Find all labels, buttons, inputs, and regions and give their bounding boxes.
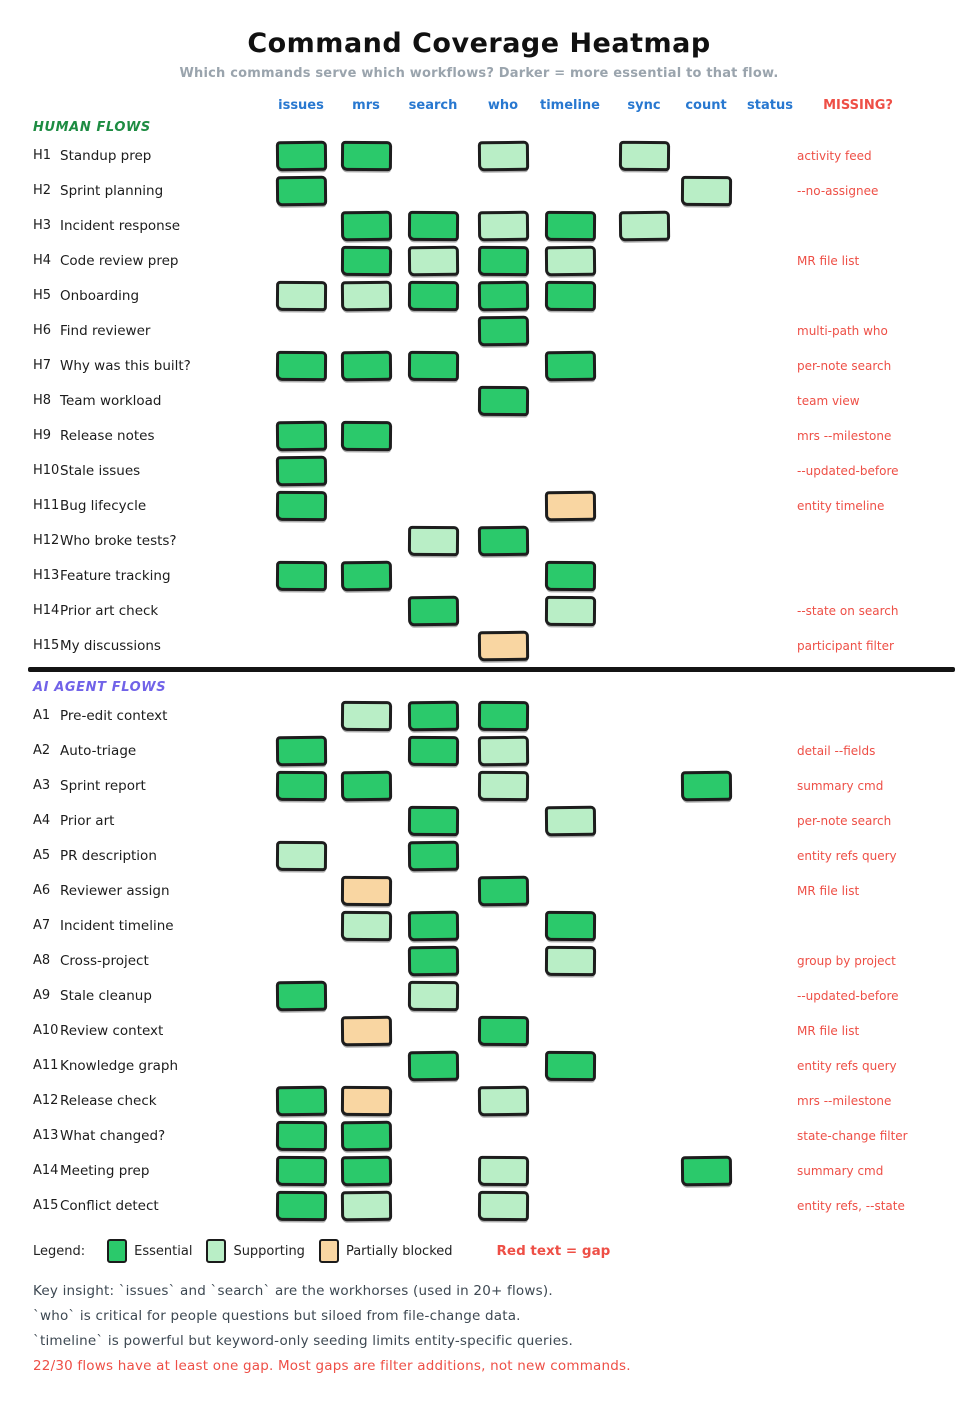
flow-row-id: A8	[33, 953, 51, 968]
flow-row-label: PR description	[60, 847, 157, 864]
heatmap-cell	[407, 596, 458, 627]
missing-gap-text: summary cmd	[797, 778, 884, 793]
missing-gap-text: --updated-before	[797, 988, 899, 1003]
column-header-missing: MISSING?	[823, 98, 893, 113]
flow-row-label: What changed?	[60, 1127, 166, 1144]
heatmap-cell	[680, 176, 731, 206]
legend-item-label: Supporting	[233, 1243, 305, 1259]
flow-row-id: A4	[33, 813, 51, 828]
flow-row-id: A7	[33, 918, 51, 933]
flow-row-label: Feature tracking	[60, 567, 171, 584]
flow-row-label: Why was this built?	[60, 357, 191, 374]
flow-row-label: Incident response	[60, 217, 181, 234]
heatmap-cell	[407, 211, 458, 241]
heatmap-cell	[340, 1191, 391, 1222]
missing-gap-text: detail --fields	[797, 743, 876, 758]
heatmap-cell	[340, 211, 391, 242]
missing-gap-text: entity refs, --state	[797, 1198, 905, 1213]
heatmap-cell	[407, 981, 458, 1011]
heatmap-cell	[407, 701, 458, 732]
flow-row-id: A1	[33, 708, 51, 723]
heatmap-cell	[477, 736, 528, 767]
heatmap-cell	[340, 771, 391, 802]
flow-row-id: A15	[33, 1198, 59, 1213]
missing-gap-text: entity refs query	[797, 1058, 897, 1073]
missing-gap-text: MR file list	[797, 883, 860, 898]
heatmap-cell	[477, 1191, 528, 1221]
heatmap-cell	[340, 1086, 391, 1116]
flow-row-label: Stale issues	[60, 462, 141, 479]
heatmap-cell	[477, 631, 528, 662]
legend-swatch-supporting	[206, 1239, 226, 1263]
heatmap-cell	[340, 246, 391, 276]
legend-item-supporting	[206, 1239, 305, 1263]
flow-row-id: A5	[33, 848, 51, 863]
flow-row-id: H1	[33, 148, 52, 163]
flow-row-label: Bug lifecycle	[60, 497, 147, 514]
flow-row-label: My discussions	[60, 637, 161, 654]
flow-row-id: H10	[33, 463, 60, 478]
flow-row-id: H13	[33, 568, 60, 583]
missing-gap-text: entity timeline	[797, 498, 885, 513]
missing-gap-text: MR file list	[797, 1023, 860, 1038]
legend-item-blocked	[319, 1239, 453, 1263]
heatmap-cell	[544, 911, 595, 941]
column-header-who: who	[487, 98, 519, 113]
heatmap-cell	[477, 281, 528, 312]
heatmap-cell	[477, 526, 528, 557]
insight-note: `timeline` is powerful but keyword-only seeding limits entity-specific queries.	[33, 1333, 573, 1349]
legend-items	[107, 1239, 466, 1263]
missing-gap-text: --state on search	[797, 603, 899, 618]
heatmap-cell	[275, 141, 326, 172]
flow-row-label: Who broke tests?	[60, 532, 177, 549]
heatmap-cell	[477, 386, 528, 416]
legend	[33, 1239, 610, 1263]
page-title: Command Coverage Heatmap	[247, 28, 711, 59]
flow-row-label: Code review prep	[60, 252, 179, 269]
heatmap-cell	[275, 176, 326, 207]
column-header-timeline: timeline	[539, 98, 601, 113]
heatmap-cell	[477, 1016, 528, 1046]
flow-row-id: H4	[33, 253, 52, 268]
heatmap-cell	[407, 946, 458, 977]
missing-gap-text: group by project	[797, 953, 896, 968]
insight-note: 22/30 flows have at least one gap. Most gaps are filter additions, not new commands.	[33, 1358, 631, 1374]
heatmap-cell	[340, 1121, 391, 1152]
legend-swatch-blocked	[319, 1239, 339, 1263]
flow-row-label: Knowledge graph	[60, 1057, 179, 1074]
heatmap-cell	[477, 1156, 528, 1186]
heatmap-cell	[407, 806, 458, 836]
flow-row-label: Find reviewer	[60, 322, 151, 339]
flow-row-id: A11	[33, 1058, 59, 1073]
heatmap-cell	[340, 281, 391, 312]
missing-gap-text: MR file list	[797, 253, 860, 268]
flow-row-id: A12	[33, 1093, 59, 1108]
heatmap-cell	[680, 1156, 731, 1187]
heatmap-cell	[407, 526, 458, 556]
heatmap-cell	[407, 1051, 458, 1082]
legend-label: Legend:	[33, 1243, 86, 1259]
missing-gap-text: mrs --milestone	[797, 1093, 892, 1108]
legend-item-label: Partially blocked	[345, 1243, 453, 1259]
flow-row-label: Cross-project	[60, 952, 149, 969]
flow-row-label: Incident timeline	[60, 917, 174, 934]
heatmap-cell	[275, 771, 326, 801]
heatmap-cell	[477, 211, 528, 242]
missing-gap-text: per-note search	[797, 358, 892, 373]
legend-item-essential	[107, 1239, 192, 1263]
flow-row-label: Conflict detect	[60, 1197, 159, 1214]
missing-gap-text: state-change filter	[797, 1128, 908, 1143]
flow-row-id: H12	[33, 533, 60, 548]
flow-row-label: Auto-triage	[60, 742, 137, 759]
flow-row-id: H7	[33, 358, 52, 373]
heatmap-cell	[618, 211, 669, 242]
legend-swatch-essential	[107, 1239, 127, 1263]
heatmap-cell	[275, 1121, 326, 1151]
heatmap-cell	[407, 841, 458, 872]
heatmap-cell	[340, 876, 391, 906]
heatmap-cell	[477, 1086, 528, 1117]
legend-item-label: Essential	[134, 1243, 193, 1259]
heatmap-cell	[340, 141, 391, 171]
flow-row-id: A2	[33, 743, 51, 758]
flow-row-id: H2	[33, 183, 52, 198]
heatmap-cell	[618, 141, 669, 171]
flow-row-label: Onboarding	[60, 287, 140, 304]
heatmap-cell	[477, 701, 528, 731]
flow-row-id: H5	[33, 288, 52, 303]
heatmap-cell	[544, 1051, 595, 1081]
flow-row-id: H14	[33, 603, 60, 618]
flow-row-id: A3	[33, 778, 51, 793]
heatmap-cell	[544, 946, 595, 976]
heatmap-cell	[340, 701, 391, 731]
missing-gap-text: multi-path who	[797, 323, 888, 338]
heatmap-cell	[340, 561, 391, 592]
section-label-human: HUMAN FLOWS	[33, 120, 151, 135]
heatmap-cell	[407, 246, 458, 277]
column-header-mrs: mrs	[352, 98, 380, 113]
flow-row-label: Release check	[60, 1092, 157, 1109]
flow-row-label: Sprint planning	[60, 182, 164, 199]
flow-row-label: Meeting prep	[60, 1162, 150, 1179]
flow-row-id: H9	[33, 428, 52, 443]
flow-row-id: A13	[33, 1128, 59, 1143]
heatmap-cell	[275, 736, 326, 767]
flow-row-label: Review context	[60, 1022, 164, 1039]
heatmap-cell	[544, 246, 595, 277]
page-subtitle: Which commands serve which workflows? Darker = more essential to that flow.	[179, 66, 779, 81]
flow-row-id: A9	[33, 988, 51, 1003]
heatmap-cell	[275, 1086, 326, 1117]
heatmap-cell	[275, 421, 326, 452]
heatmap-cell	[477, 771, 528, 801]
missing-gap-text: entity refs query	[797, 848, 897, 863]
column-header-count: count	[685, 98, 727, 113]
missing-gap-text: --no-assignee	[797, 183, 879, 198]
heatmap-cell	[477, 246, 528, 276]
column-header-sync: sync	[627, 98, 661, 113]
flow-row-id: H15	[33, 638, 60, 653]
flow-row-label: Release notes	[60, 427, 155, 444]
heatmap-cell	[340, 351, 391, 382]
missing-gap-text: per-note search	[797, 813, 892, 828]
missing-gap-text: activity feed	[797, 148, 872, 163]
heatmap-cell	[275, 456, 326, 487]
flow-row-id: H11	[33, 498, 60, 513]
legend-gap-note: Red text = gap	[496, 1243, 611, 1259]
flow-row-label: Stale cleanup	[60, 987, 152, 1004]
heatmap-cell	[544, 491, 595, 522]
heatmap-cell	[477, 316, 528, 347]
flow-row-label: Reviewer assign	[60, 882, 170, 899]
flow-row-id: A10	[33, 1023, 59, 1038]
heatmap-cell	[340, 1156, 391, 1187]
heatmap-cell	[544, 351, 595, 382]
heatmap-cell	[275, 281, 326, 311]
column-header-search: search	[408, 98, 458, 113]
flow-row-id: H3	[33, 218, 52, 233]
column-header-status: status	[747, 98, 793, 113]
missing-gap-text: summary cmd	[797, 1163, 884, 1178]
flow-row-id: A6	[33, 883, 51, 898]
flow-row-label: Standup prep	[60, 147, 152, 164]
heatmap-cell	[544, 561, 595, 591]
heatmap-cell	[544, 211, 595, 241]
insight-note: Key insight: `issues` and `search` are the workhorses (used in 20+ flows).	[33, 1283, 553, 1299]
heatmap-cell	[477, 876, 528, 907]
heatmap-cell	[275, 351, 326, 381]
heatmap-cell	[544, 281, 595, 311]
heatmap-cell	[407, 281, 458, 311]
missing-gap-text: --updated-before	[797, 463, 899, 478]
heatmap-cell	[340, 911, 391, 941]
heatmap-cell	[407, 736, 458, 766]
flow-row-label: Prior art check	[60, 602, 159, 619]
heatmap-cell	[407, 351, 458, 381]
section-label-ai: AI AGENT FLOWS	[33, 680, 167, 695]
flow-row-label: Pre-edit context	[60, 707, 168, 724]
heatmap-cell	[544, 806, 595, 837]
missing-gap-text: participant filter	[797, 638, 894, 653]
heatmap-cell	[275, 981, 326, 1012]
heatmap-cell	[340, 1016, 391, 1047]
heatmap-cell	[275, 561, 326, 591]
flow-row-label: Prior art	[60, 812, 115, 829]
flow-row-id: H8	[33, 393, 52, 408]
flow-row-id: H6	[33, 323, 52, 338]
heatmap-cell	[275, 1191, 326, 1221]
heatmap-cell	[407, 911, 458, 942]
flow-row-label: Team workload	[60, 392, 162, 409]
missing-gap-text: team view	[797, 393, 860, 408]
heatmap-cell	[275, 491, 326, 521]
heatmap-cell	[340, 421, 391, 451]
heatmap-cell	[275, 841, 326, 871]
heatmap-cell	[544, 596, 595, 626]
section-divider	[28, 667, 955, 672]
column-header-issues: issues	[278, 98, 324, 113]
insight-note: `who` is critical for people questions but siloed from file-change data.	[33, 1308, 521, 1324]
flow-row-id: A14	[33, 1163, 59, 1178]
heatmap-cell	[680, 771, 731, 802]
heatmap-cell	[477, 141, 528, 172]
flow-row-label: Sprint report	[60, 777, 146, 794]
heatmap-cell	[275, 1156, 326, 1186]
missing-gap-text: mrs --milestone	[797, 428, 892, 443]
